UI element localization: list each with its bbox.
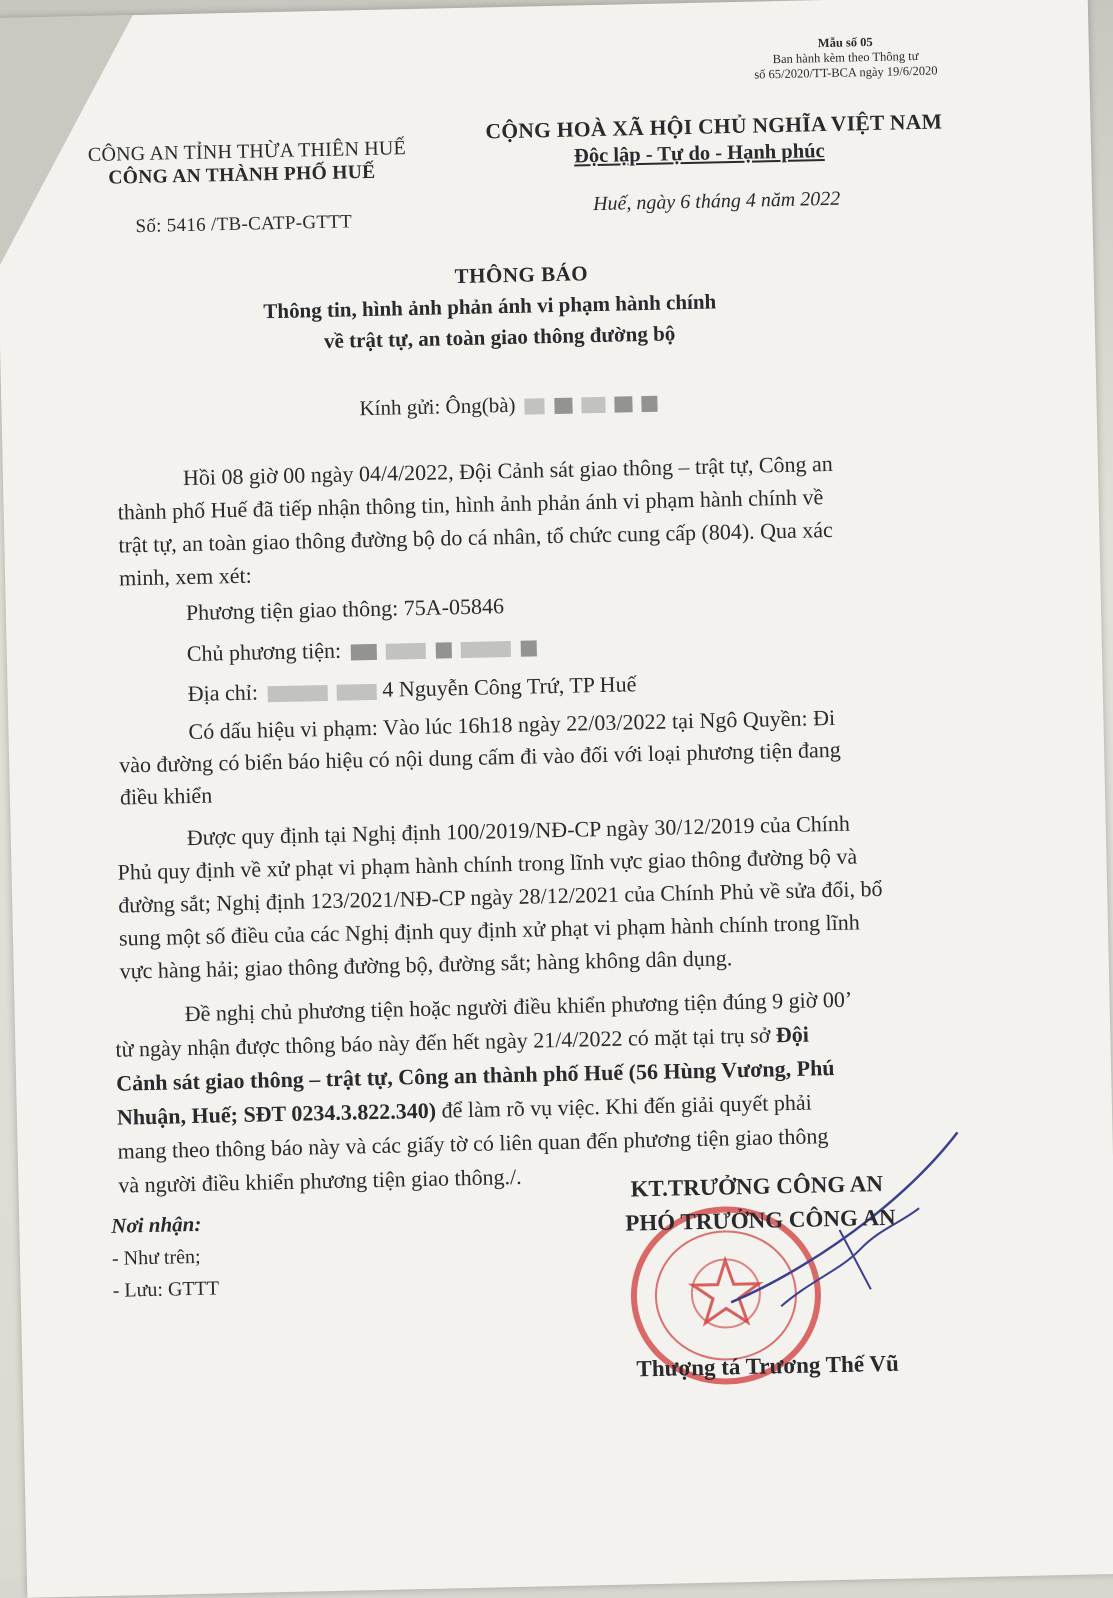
request-line-4-bold: Nhuận, Huế; SĐT 0234.3.822.340) <box>116 1097 437 1130</box>
document-title: THÔNG BÁO <box>454 261 589 289</box>
vehicle-line: Phương tiện giao thông: 75A-05846 <box>185 593 505 626</box>
document-number: Số: 5416 /TB-CATP-GTTT <box>135 211 353 238</box>
p1-line-1: Hồi 08 giờ 00 ngày 04/4/2022, Đội Cảnh sát giao thông – trật tự, Công an <box>182 450 833 491</box>
address-line <box>187 668 636 710</box>
legal-line-3: đường sắt; Nghị định 123/2021/NĐ-CP ngày 28/12/2021 của Chính Phủ về sửa đổi, bổ <box>118 875 883 918</box>
form-issued-with: Ban hành kèm theo Thông tư <box>772 48 919 67</box>
request-line-4-text: để làm rõ vụ việc. Khi đến giải quyết phải <box>435 1089 813 1123</box>
owner-line <box>186 630 536 670</box>
redacted-name-block <box>525 398 545 414</box>
redacted-owner-block <box>435 642 451 658</box>
address-value: 4 Nguyễn Công Trứ, TP Huế <box>382 671 637 702</box>
request-line-5: mang theo thông báo này và các giấy tờ có liên quan đến phương tiện giao thông <box>117 1123 829 1164</box>
signature-title-1: KT.TRƯỞNG CÔNG AN <box>630 1170 884 1202</box>
request-line-6: và người điều khiển phương tiện giao thông./. <box>118 1163 522 1198</box>
signature-title-2: PHÓ TRƯỞNG CÔNG AN <box>625 1204 896 1236</box>
signer-name: Thượng tá Trương Thế Vũ <box>636 1350 900 1382</box>
org-line-2: CÔNG AN THÀNH PHỐ HUẾ <box>108 161 376 189</box>
document-subtitle-1: Thông tin, hình ảnh phản ánh vi phạm hành chính <box>263 289 717 324</box>
form-number: Mẫu số 05 <box>817 34 873 51</box>
redacted-name-block <box>614 396 632 412</box>
national-motto: Độc lập - Tự do - Hạnh phúc <box>573 140 825 168</box>
redacted-name-block <box>642 396 658 412</box>
redacted-owner-block <box>461 641 511 658</box>
handwritten-signature <box>717 1127 982 1353</box>
redacted-owner-block <box>520 640 536 656</box>
violation-line-3: điều khiển <box>119 782 213 810</box>
request-line-3: Cảnh sát giao thông – trật tự, Công an thành phố Huế (56 Hùng Vương, Phú <box>115 1055 835 1096</box>
org-line-1: CÔNG AN TỈNH THỪA THIÊN HUẾ <box>87 137 407 167</box>
legal-line-1: Được quy định tại Nghị định 100/2019/NĐ-CP ngày 30/12/2019 của Chính <box>186 810 851 851</box>
republic-name: CỘNG HOÀ XÃ HỘI CHỦ NGHĨA VIỆT NAM <box>485 109 943 144</box>
redacted-name-block <box>554 398 572 414</box>
place-date: Huế, ngày 6 tháng 4 năm 2022 <box>592 187 841 216</box>
document-subtitle-2: về trật tự, an toàn giao thông đường bộ <box>323 321 676 353</box>
redacted-address-block <box>337 684 377 701</box>
p1-line-2: thành phố Huế đã tiếp nhận thông tin, hình ảnh phản ánh vi phạm hành chính về <box>117 484 824 525</box>
p1-line-4: minh, xem xét: <box>118 562 252 591</box>
recipient-item: - Như trên; <box>111 1245 201 1270</box>
form-circular: số 65/2020/TT-BCA ngày 19/6/2020 <box>754 63 938 82</box>
redacted-name-block <box>581 397 605 414</box>
p1-line-3: trật tự, an toàn giao thông đường bộ do cá nhân, tổ chức cung cấp (804). Qua xác <box>118 516 834 558</box>
greeting <box>359 390 658 422</box>
redacted-owner-block <box>386 643 426 660</box>
address-label: Địa chỉ: <box>187 679 259 707</box>
form-reference <box>754 34 938 83</box>
legal-line-5: vực hàng hải; giao thông đường bộ, đường sắt; hàng không dân dụng. <box>119 945 733 984</box>
request-line-2-text: từ ngày nhận được thông báo này đến hết ngày 21/4/2022 có mặt tại trụ sở <box>115 1022 777 1062</box>
request-line-2-bold: Đội <box>775 1021 810 1048</box>
greeting-text: Kính gửi: Ông(bà) <box>359 392 521 421</box>
recipients-heading: Nơi nhận: <box>111 1211 202 1238</box>
violation-line-2: vào đường có biển báo hiệu có nội dung cấm đi vào đối với loại phương tiện đang <box>118 736 841 778</box>
violation-line-1: Có dấu hiệu vi phạm: Vào lúc 16h18 ngày 22/03/2022 tại Ngô Quyền: Đi <box>188 704 836 745</box>
redacted-address-block <box>267 685 327 702</box>
redacted-owner-block <box>350 644 376 661</box>
legal-line-2: Phủ quy định về xử phạt vi phạm hành chính trong lĩnh vực giao thông đường bộ và <box>117 843 858 885</box>
request-line-1: Đề nghị chủ phương tiện hoặc người điều khiển phương tiện đúng 9 giờ 00’ <box>184 986 853 1027</box>
recipient-item: - Lưu: GTTT <box>112 1277 220 1302</box>
owner-label: Chủ phương tiện: <box>186 637 342 667</box>
folded-corner <box>0 15 138 268</box>
legal-line-4: sung một số điều của các Nghị định quy định xử phạt vi phạm hành chính trong lĩnh <box>118 909 860 951</box>
